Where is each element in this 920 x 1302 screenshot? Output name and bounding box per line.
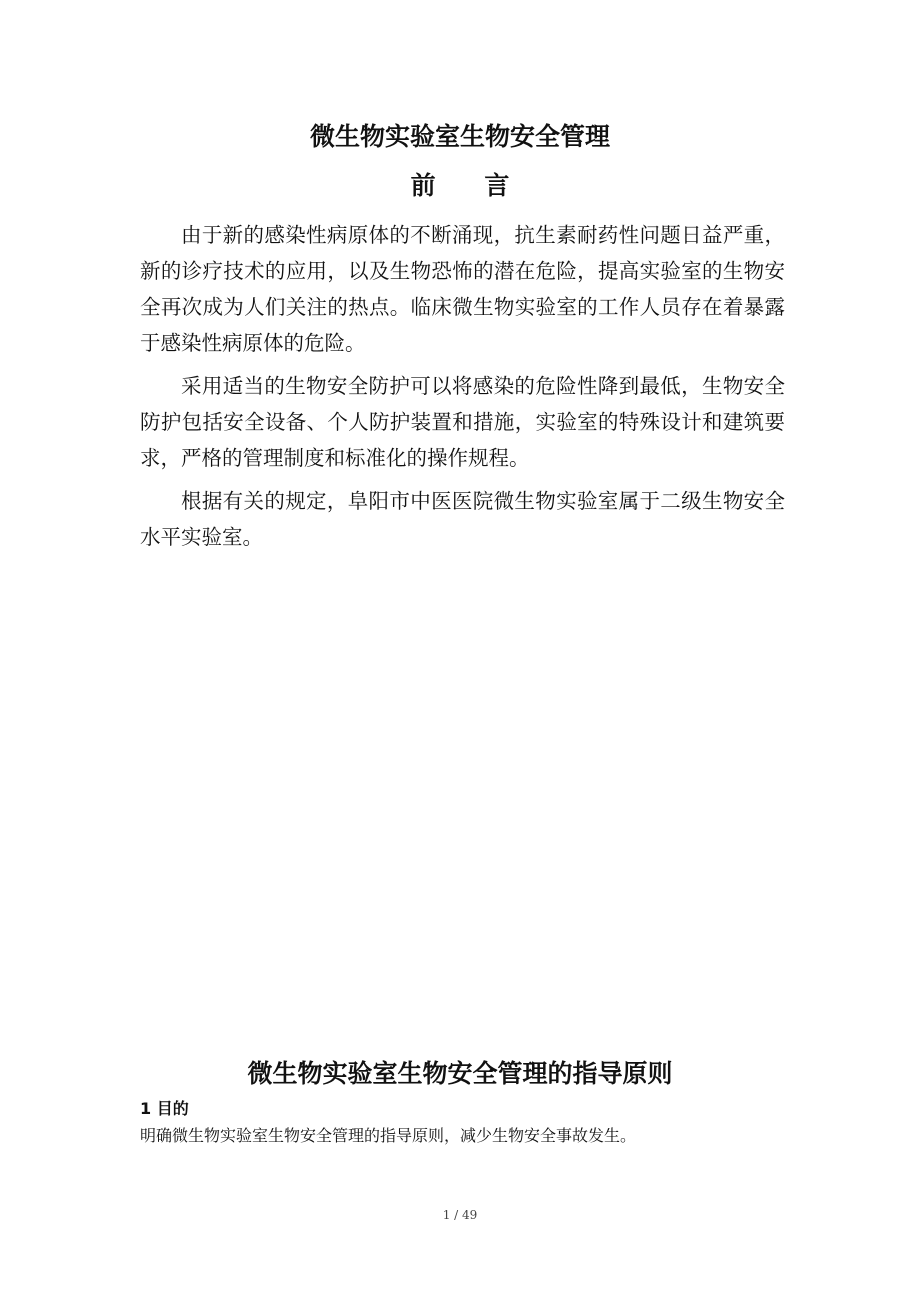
section-title: 微生物实验室生物安全管理的指导原则: [247, 1059, 673, 1088]
preface-body: [140, 217, 785, 562]
clause-heading: 1 目的: [140, 1099, 189, 1118]
page-number: 1 / 49: [442, 1208, 478, 1222]
preface-paragraph-2: 采用适当的生物安全防护可以将感染的危险性降到最低，生物安全防护包括安全设备、个人防护装置和措施，实验室的特殊设计和建筑要求，严格的管理制度和标准化的操作规程。: [140, 374, 785, 470]
preface-paragraph-1: 由于新的感染性病原体的不断涌现，抗生素耐药性问题日益严重，新的诊疗技术的应用，以及生物恐怖的潜在危险，提高实验室的生物安全再次成为人们关注的热点。临床微生物实验室的工作人员存在着暴露于感染性病原体的危险。: [140, 223, 785, 355]
clause-body: 明确微生物实验室生物安全管理的指导原则，减少生物安全事故发生。: [140, 1126, 637, 1145]
preface-heading: 前 言: [410, 171, 530, 200]
document-title: 微生物实验室生物安全管理: [309, 122, 610, 151]
preface-paragraph-3: 根据有关的规定，阜阳市中医医院微生物实验室属于二级生物安全水平实验室。: [140, 489, 785, 549]
